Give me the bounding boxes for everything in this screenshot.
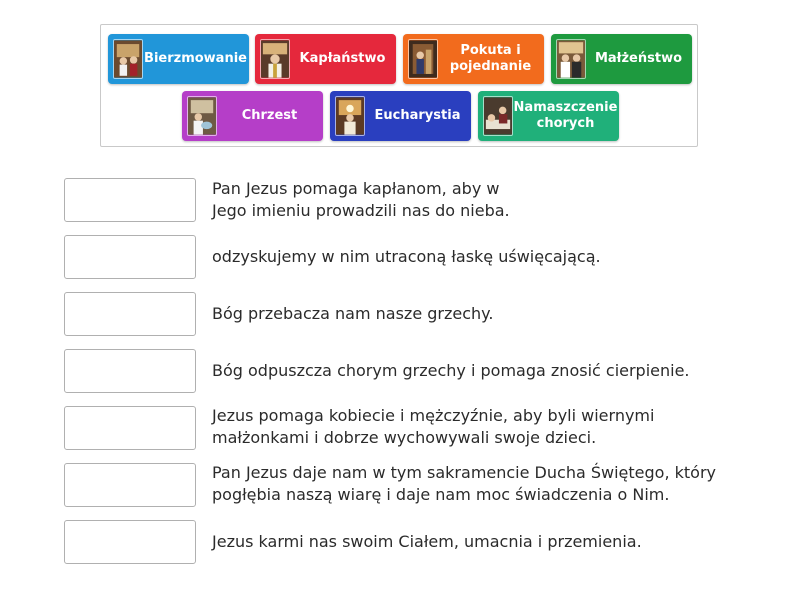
eucharystia-image-icon <box>335 96 365 136</box>
tile-pokuta-i-pojednanie[interactable] <box>403 34 544 84</box>
tile-label: Eucharystia <box>374 108 461 123</box>
namaszczenie-image-icon <box>483 96 513 136</box>
tile-label: Kapłaństwo <box>299 51 386 66</box>
drop-slot-2[interactable] <box>64 235 196 279</box>
drop-slot-4[interactable] <box>64 349 196 393</box>
drop-slot-3[interactable] <box>64 292 196 336</box>
tile-eucharystia[interactable] <box>330 91 471 141</box>
drop-slot-5[interactable] <box>64 406 196 450</box>
kaplanstwo-image-icon <box>260 39 290 79</box>
tile-label: Bierzmowanie <box>144 51 247 66</box>
definition-4: Bóg odpuszcza chorym grzechy i pomaga znosić cierpienie. <box>212 361 690 380</box>
definition-5: Jezus pomaga kobiecie i mężczyźnie, aby byli wiernymi małżonkami i dobrze wychowywali swoje dzieci. <box>212 406 655 447</box>
tile-label: Pokuta i pojednanie <box>449 43 532 74</box>
tile-malzenstwo[interactable] <box>551 34 692 84</box>
malzenstwo-image-icon <box>556 39 586 79</box>
tile-namaszczenie-chorych[interactable] <box>478 91 619 141</box>
drop-slot-1[interactable] <box>64 178 196 222</box>
definition-6: Pan Jezus daje nam w tym sakramencie Ducha Świętego, który pogłębia naszą wiarę i daje nam moc świadczenia o Nim. <box>212 463 716 504</box>
tile-chrzest[interactable] <box>182 91 323 141</box>
definition-1: Pan Jezus pomaga kapłanom, aby w Jego imieniu prowadzili nas do nieba. <box>212 179 510 220</box>
definition-2: odzyskujemy w nim utraconą łaskę uświęcającą. <box>212 247 601 266</box>
definition-3: Bóg przebacza nam nasze grzechy. <box>212 304 494 323</box>
bierzmowanie-image-icon <box>113 39 143 79</box>
tile-label: Małżeństwo <box>594 51 683 66</box>
chrzest-image-icon <box>187 96 217 136</box>
tile-label: Chrzest <box>241 108 298 123</box>
pokuta-image-icon <box>408 39 438 79</box>
tile-kaplanstwo[interactable] <box>255 34 396 84</box>
definition-7: Jezus karmi nas swoim Ciałem, umacnia i przemienia. <box>212 532 642 551</box>
tile-label: Namaszczenie chorych <box>513 100 618 131</box>
drop-slot-7[interactable] <box>64 520 196 564</box>
tile-bierzmowanie[interactable] <box>108 34 249 84</box>
drop-slot-6[interactable] <box>64 463 196 507</box>
